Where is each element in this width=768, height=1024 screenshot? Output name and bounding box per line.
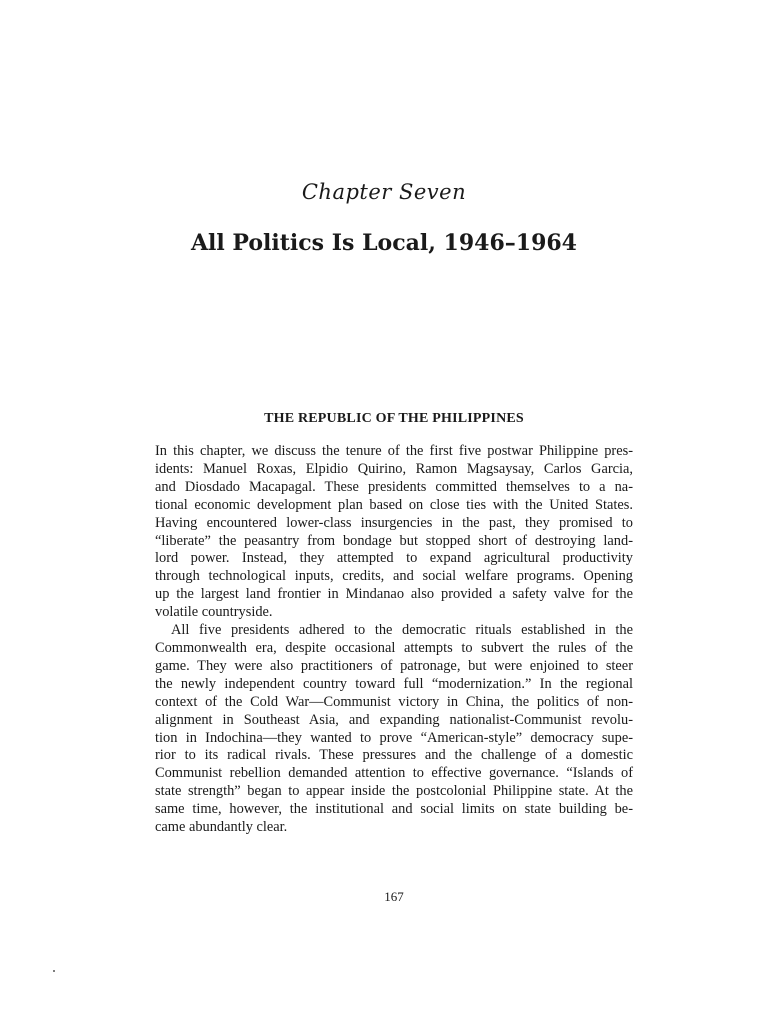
text-line: Communist rebellion demanded attention to effective governance. “Islands of (155, 765, 633, 782)
text-line: came abundantly clear. (155, 819, 288, 836)
page-number: 167 (384, 889, 404, 904)
text-line: through technological inputs, credits, and social welfare programs. Opening (155, 568, 633, 585)
body-text (155, 443, 633, 837)
text-line: the newly independent country toward full “modernization.” In the regional (155, 675, 633, 692)
text-line: tion in Indochina—they wanted to prove “American-style” democracy supe- (155, 729, 633, 746)
text-line: same time, however, the institutional and social limits on state building be- (155, 801, 633, 818)
text-line: tional economic development plan based on close ties with the United States. (155, 496, 633, 513)
text-line: idents: Manuel Roxas, Elpidio Quirino, Ramon Magsaysay, Carlos Garcia, (155, 460, 633, 477)
text-line: and Diosdado Macapagal. These presidents committed themselves to a na- (155, 478, 633, 495)
text-line: All five presidents adhered to the democratic rituals established in the (171, 622, 633, 639)
text-line: game. They were also practitioners of patronage, but were enjoined to steer (155, 657, 633, 674)
text-line: context of the Cold War—Communist victory in China, the politics of non- (155, 693, 633, 710)
text-line: rior to its radical rivals. These pressures and the challenge of a domestic (155, 747, 633, 764)
text-line: alignment in Southeast Asia, and expanding nationalist-Communist revolu- (155, 711, 633, 728)
text-line: Commonwealth era, despite occasional attempts to subvert the rules of the (155, 639, 633, 656)
text-line: volatile countryside. (155, 604, 273, 621)
section-heading: THE REPUBLIC OF THE PHILIPPINES (264, 411, 524, 426)
paragraph-1 (155, 443, 633, 622)
text-line: Having encountered lower-class insurgencies in the past, they promised to (155, 514, 633, 531)
paragraph-2 (155, 622, 633, 837)
text-line: lord power. Instead, they attempted to expand agricultural productivity (155, 550, 633, 567)
text-line: “liberate” the peasantry from bondage but stopped short of destroying land- (155, 532, 633, 549)
text-line: In this chapter, we discuss the tenure of the first five postwar Philippine pres- (155, 443, 633, 459)
chapter-label: Chapter Seven (301, 180, 467, 204)
scan-speck (53, 970, 55, 972)
chapter-title: All Politics Is Local, 1946–1964 (190, 230, 577, 256)
text-line: up the largest land frontier in Mindanao also provided a safety valve for the (155, 586, 633, 603)
text-line: state strength” began to appear inside the postcolonial Philippine state. At the (155, 783, 633, 800)
